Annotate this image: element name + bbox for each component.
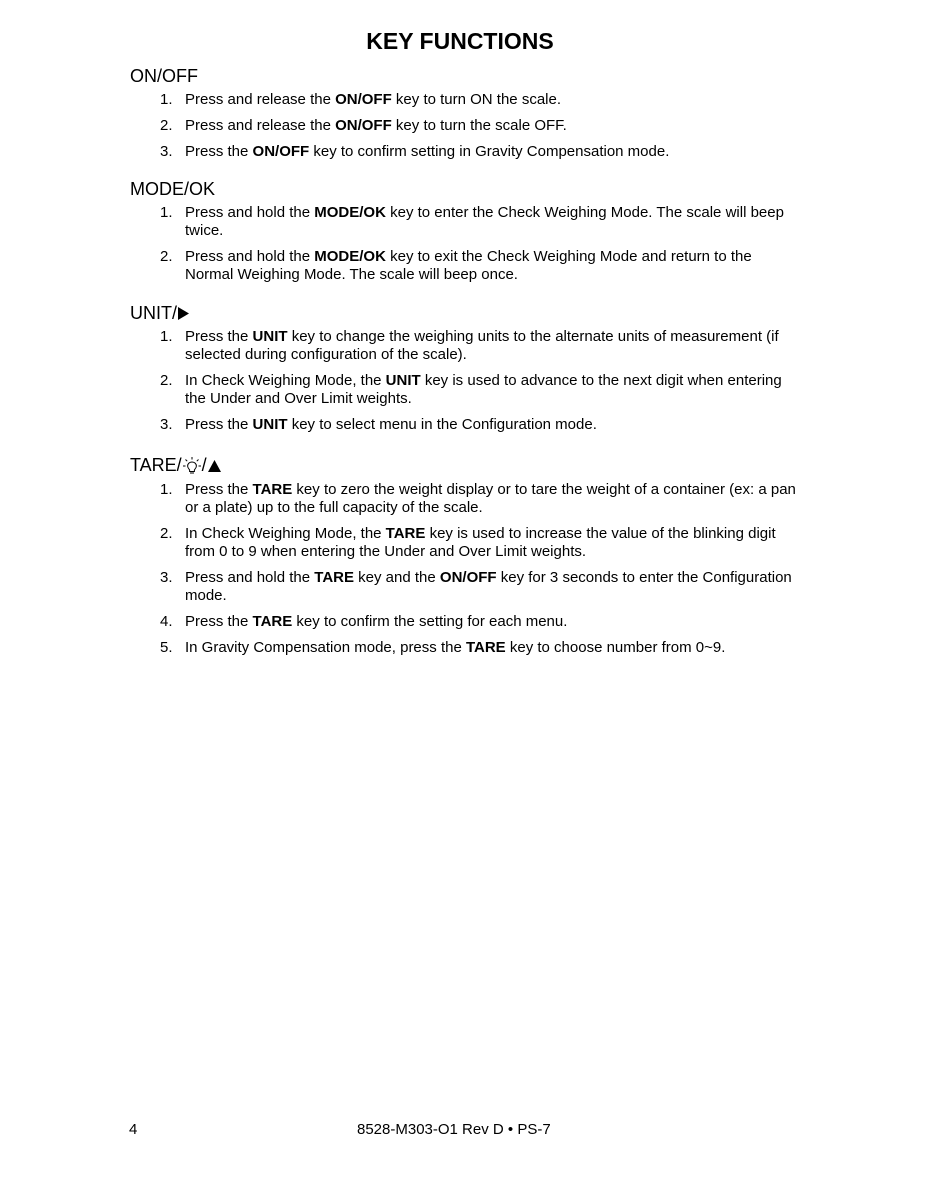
- list-item: [160, 328, 800, 364]
- key-name: UNIT: [252, 416, 288, 433]
- key-name: ON/OFF: [335, 117, 392, 134]
- key-name: UNIT: [252, 328, 288, 345]
- section-heading-label: ON/OFF: [130, 66, 198, 86]
- document-id: 8528-M303-O1 Rev D • PS-7: [357, 1121, 551, 1138]
- text-run: Press and hold the: [185, 204, 315, 221]
- list-item: [160, 481, 800, 517]
- key-name: TARE: [252, 613, 293, 630]
- unit-list: [160, 328, 800, 442]
- page-number: 4: [129, 1121, 138, 1138]
- item-number: 3.: [160, 416, 173, 433]
- list-item: [160, 569, 800, 605]
- list-item: [160, 372, 800, 408]
- text-run: key to confirm setting in Gravity Compensation mode.: [309, 143, 670, 160]
- text-run: key to confirm the setting for each menu.: [292, 613, 568, 630]
- key-name: TARE: [252, 481, 293, 498]
- item-number: 2.: [160, 117, 173, 134]
- key-name: TARE: [314, 569, 354, 586]
- list-item: [160, 248, 800, 284]
- list-item: [160, 639, 800, 657]
- text-run: Press the: [185, 143, 253, 160]
- heading-separator: /: [201, 455, 207, 475]
- item-text: [185, 416, 597, 433]
- up-triangle-icon: [207, 459, 222, 473]
- item-number: 1.: [160, 328, 173, 345]
- item-text: [185, 525, 776, 560]
- key-name: UNIT: [385, 372, 421, 389]
- key-name: ON/OFF: [252, 143, 310, 160]
- section-heading-unit: [130, 303, 190, 324]
- item-number: 2.: [160, 248, 173, 265]
- section-heading-mode-ok: [130, 179, 215, 200]
- item-number: 5.: [160, 639, 173, 656]
- item-text: [185, 143, 669, 160]
- item-number: 1.: [160, 91, 173, 108]
- item-number: 4.: [160, 613, 173, 630]
- right-triangle-icon: [177, 306, 190, 321]
- section-heading-on-off: [130, 66, 198, 87]
- section-heading-label: UNIT/: [130, 303, 177, 323]
- text-run: key to change the weighing units to the alternate units of measurement (if selected during configuration of the scale).: [185, 328, 779, 363]
- text-run: key for 3 seconds to enter the Configuration mode.: [185, 569, 792, 604]
- text-run: key to zero the weight display or to tare the weight of a container (ex: a pan or a plate) up to the full capacity of the scale.: [185, 481, 796, 516]
- item-number: 1.: [160, 204, 173, 221]
- text-run: In Gravity Compensation mode, press the: [185, 639, 466, 656]
- list-item: [160, 117, 800, 135]
- text-run: Press the: [185, 416, 253, 433]
- list-item: [160, 204, 800, 240]
- tare-list: [160, 481, 800, 665]
- text-run: Press and release the: [185, 117, 336, 134]
- item-text: [185, 91, 561, 108]
- key-name: ON/OFF: [335, 91, 392, 108]
- section-heading-label: TARE/: [130, 455, 182, 475]
- item-number: 2.: [160, 525, 173, 542]
- text-run: key to select menu in the Configuration mode.: [287, 416, 597, 433]
- item-number: 1.: [160, 481, 173, 498]
- section-heading-tare: [130, 455, 222, 476]
- list-item: [160, 416, 800, 434]
- text-run: Press the: [185, 481, 253, 498]
- item-number: 2.: [160, 372, 173, 389]
- text-run: key is used to advance to the next digit when entering the Under and Over Limit weights.: [185, 372, 782, 407]
- item-text: [185, 372, 782, 407]
- item-text: [185, 481, 796, 516]
- list-item: [160, 525, 800, 561]
- item-text: [185, 328, 779, 363]
- section-heading-label: MODE/OK: [130, 179, 216, 199]
- text-run: Press and hold the: [185, 569, 315, 586]
- key-name: ON/OFF: [439, 569, 497, 586]
- key-name: TARE: [465, 639, 506, 656]
- text-run: key to turn ON the scale.: [391, 91, 562, 108]
- lightbulb-icon: [182, 456, 202, 476]
- text-run: key to turn the scale OFF.: [391, 117, 567, 134]
- text-run: key to enter the Check Weighing Mode. The scale will beep twice.: [185, 204, 784, 239]
- mode-ok-list: [160, 204, 800, 292]
- item-text: [185, 248, 752, 283]
- list-item: [160, 143, 800, 161]
- key-name: MODE/OK: [314, 204, 386, 221]
- text-run: key to exit the Check Weighing Mode and return to the Normal Weighing Mode. The scale will beep once.: [185, 248, 752, 283]
- on-off-list: [160, 91, 800, 169]
- item-text: [185, 569, 792, 604]
- list-item: [160, 613, 800, 631]
- text-run: Press and hold the: [185, 248, 315, 265]
- item-text: [185, 639, 725, 656]
- text-run: Press the: [185, 328, 253, 345]
- text-run: key is used to increase the value of the blinking digit from 0 to 9 when entering the Under and Over Limit weights.: [185, 525, 776, 560]
- text-run: In Check Weighing Mode, the: [185, 525, 386, 542]
- list-item: [160, 91, 800, 109]
- text-run: Press and release the: [185, 91, 336, 108]
- text-run: key to choose number from 0~9.: [505, 639, 726, 656]
- item-text: [185, 117, 567, 134]
- item-text: [185, 204, 784, 239]
- text-run: Press the: [185, 613, 253, 630]
- key-name: MODE/OK: [314, 248, 386, 265]
- page-title: KEY FUNCTIONS: [366, 28, 554, 54]
- item-number: 3.: [160, 569, 173, 586]
- text-run: key and the: [354, 569, 440, 586]
- text-run: In Check Weighing Mode, the: [185, 372, 386, 389]
- key-name: TARE: [385, 525, 426, 542]
- item-text: [185, 613, 567, 630]
- item-number: 3.: [160, 143, 173, 160]
